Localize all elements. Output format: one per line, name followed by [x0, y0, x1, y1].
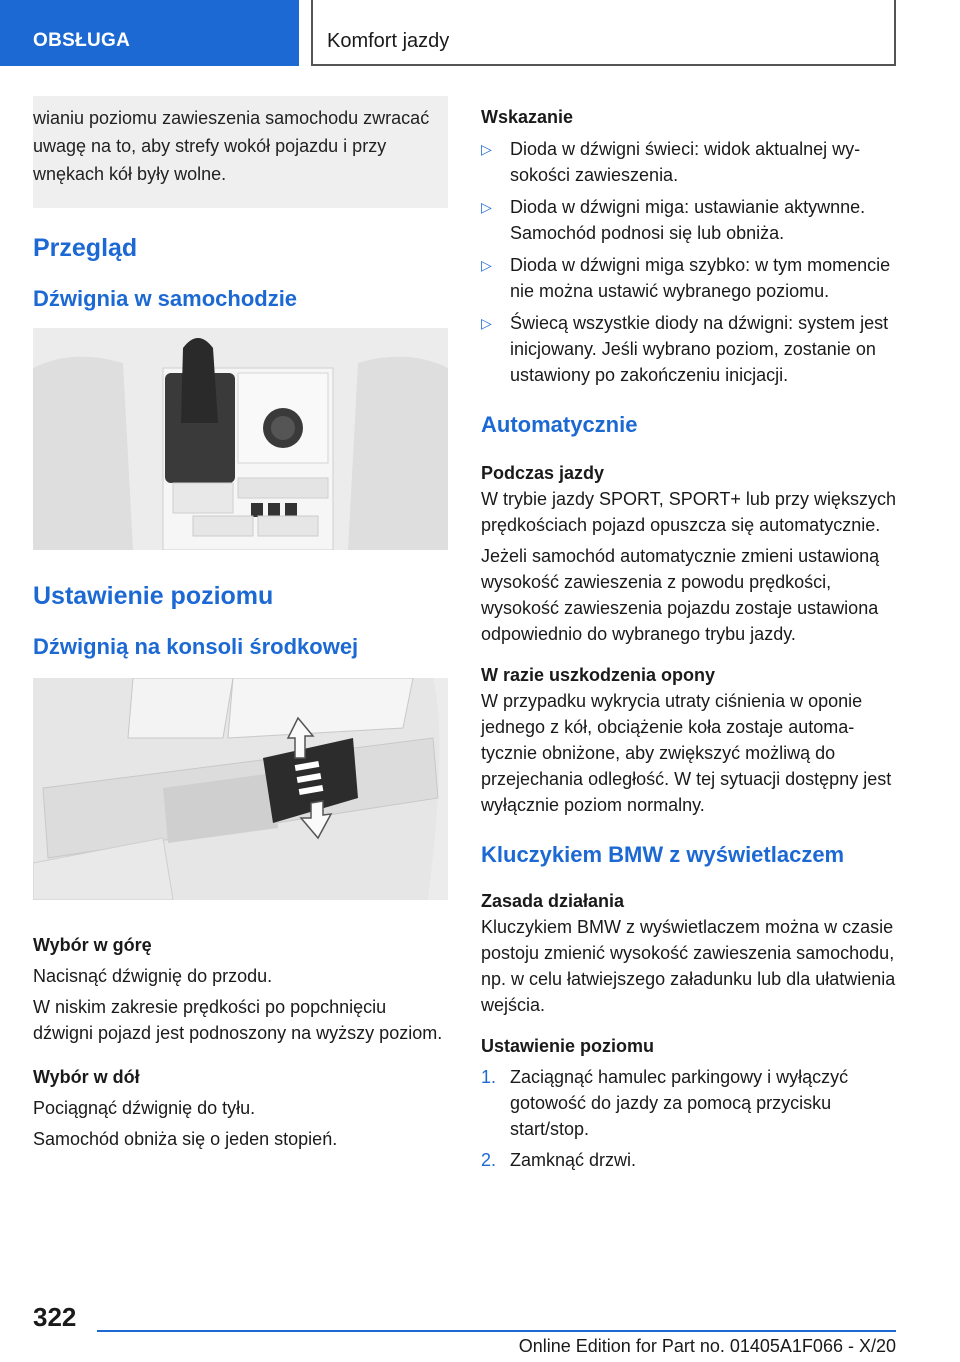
lever-detail-image — [33, 678, 448, 900]
tire-title: W razie uszkodzenia opony — [481, 665, 716, 685]
triangle-bullet-icon: ▷ — [481, 199, 492, 215]
right-column — [481, 104, 896, 1173]
heading-overview: Przegląd — [33, 234, 138, 262]
down-description: Samochód obniża się o jeden stopień. — [33, 1129, 338, 1149]
hint-item: ▷ Dioda w dźwigni miga szybko: w tym momencie nie można ustawić wybranego poziomu. — [481, 252, 896, 304]
setting-title: Ustawienie poziomu — [481, 1036, 655, 1056]
heading-key-display: Kluczykiem BMW z wyświetlaczem — [481, 842, 845, 867]
triangle-bullet-icon: ▷ — [481, 257, 492, 273]
hint-item: ▷ Dioda w dźwigni świeci: widok aktualnej wysokości zawieszenia. — [481, 136, 896, 188]
page-header — [0, 0, 960, 66]
step-item — [481, 1147, 896, 1173]
tire-paragraph: W przypadku wykrycia utraty ciśnienia w oponie jednego z kół, obciążenie koła zostaje automatycznie obniżone, aby zwiększyć możliwą do przejechania odległość. W tej sytuacji dostępny jest wyłącznie poziom normalny. — [481, 691, 892, 815]
page-number: 322 — [33, 1302, 77, 1332]
up-description: W niskim zakresie prędkości po popchnięciu dźwigni pojazd jest podnoszony na wyższy poziom. — [33, 997, 443, 1043]
chapter-title: Komfort jazdy — [311, 0, 896, 66]
warning-note-text: wianiu poziomu zawieszenia samochodu zwracać uwagę na to, aby strefy wokół pojazdu i przy wnękach kół były wolne. — [33, 108, 430, 184]
step-number: 2. — [481, 1150, 497, 1170]
step-item — [481, 1064, 896, 1142]
console-overview-image — [33, 328, 448, 550]
step-text: Zaciągnąć hamulec parkingowy i wyłączyć gotowość do jazdy za pomocą przycisku start/stop. — [510, 1067, 849, 1139]
footer-divider — [97, 1330, 896, 1332]
heading-lever-in-car: Dźwignia w samochodzie — [33, 286, 298, 311]
hint-item: ▷ Świecą wszystkie diody na dźwigni: system jest inicjowany. Jeśli wybrano poziom, zostanie on ustawiony po zakończeniu inicjacji. — [481, 310, 896, 388]
hint-item: ▷ Dioda w dźwigni miga: ustawianie aktywnne. Samochód podnosi się lub obniża. — [481, 194, 896, 246]
heading-level-setting: Ustawienie poziomu — [33, 582, 274, 610]
left-column — [33, 96, 448, 1152]
step-number: 1. — [481, 1067, 497, 1087]
up-title: Wybór w górę — [33, 935, 152, 955]
edition-note: Online Edition for Part no. 01405A1F066 - X/20 — [518, 1336, 896, 1356]
hint-title: Wskazanie — [481, 107, 574, 127]
step-text: Zamknąć drzwi. — [510, 1150, 637, 1170]
triangle-bullet-icon: ▷ — [481, 141, 492, 157]
heading-lever-console: Dźwignią na konsoli środkowej — [33, 634, 359, 659]
heading-automatic: Automatycznie — [481, 412, 638, 437]
drive-title: Podczas jazdy — [481, 463, 605, 483]
up-instruction: Nacisnąć dźwignię do przodu. — [33, 966, 273, 986]
triangle-bullet-icon: ▷ — [481, 315, 492, 331]
principle-title: Zasada działania — [481, 891, 625, 911]
drive-paragraph-2: Jeżeli samochód automatycznie zmieni ustawioną wysokość zawieszenia z powodu prędkości, wysokość zawieszenia pojazdu zostaje ustawiona odpowiednio do wybranego trybu jazdy. — [481, 546, 880, 644]
drive-paragraph-1: W trybie jazdy SPORT, SPORT+ lub przy większych prędkościach pojazd opuszcza się automatycznie. — [481, 489, 896, 535]
warning-note — [33, 96, 448, 208]
section-tab: OBSŁUGA — [0, 0, 299, 66]
principle-paragraph: Kluczykiem BMW z wyświetlaczem można w czasie postoju zmienić wysokość zawieszenia samochodu, np. w celu łatwiejszego załadunku lub dla ułatwienia wejścia. — [481, 917, 896, 1015]
down-instruction: Pociągnąć dźwignię do tyłu. — [33, 1098, 256, 1118]
down-title: Wybór w dół — [33, 1067, 140, 1087]
